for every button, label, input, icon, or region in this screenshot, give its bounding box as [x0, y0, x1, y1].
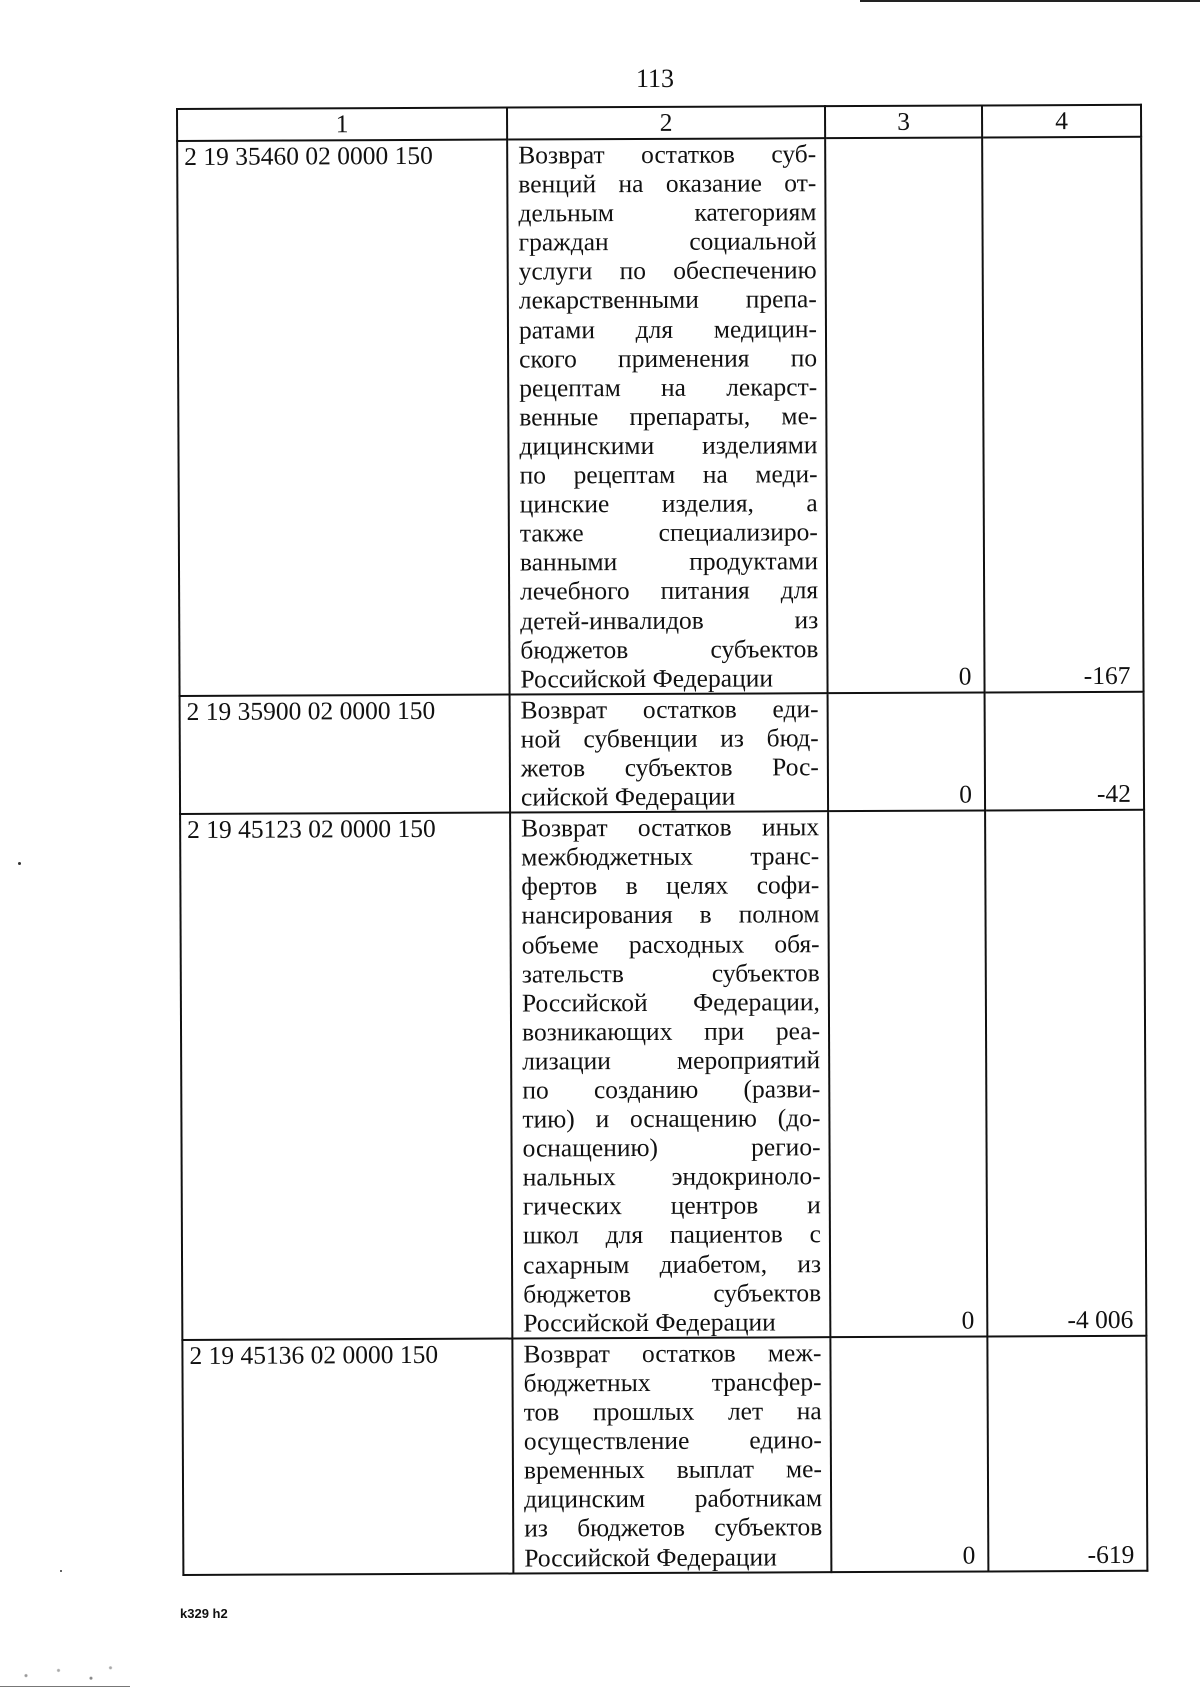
description-line: лечебного питания для — [520, 575, 819, 606]
column-3-value: 0 — [828, 811, 987, 1337]
budget-code-cell: 2 19 45123 02 0000 150 — [180, 813, 512, 1340]
table-row — [177, 137, 1143, 696]
description-line: тию) и оснащению (до- — [522, 1103, 821, 1134]
description-line: временных выплат ме- — [523, 1454, 823, 1485]
description-line: межбюджетных транс- — [521, 841, 820, 872]
column-4-value: -619 — [987, 1336, 1147, 1571]
description-line: Российской Федерации — [520, 663, 774, 694]
table-body — [177, 137, 1147, 1575]
description-line: из бюджетов субъектов — [524, 1512, 823, 1543]
description-line: нансирования в полном — [521, 899, 820, 930]
description-line: сийской Федерации — [520, 781, 736, 812]
description-line: венций на оказание от- — [518, 168, 817, 199]
description-line: граждан социальной — [518, 226, 817, 257]
description-line: ратами для медицин- — [518, 313, 818, 345]
budget-code-cell: 2 19 35900 02 0000 150 — [180, 694, 511, 814]
header-cell-1: 1 — [177, 108, 507, 141]
table-row — [182, 1336, 1147, 1575]
description-line: нальных эндокриноло- — [522, 1161, 821, 1192]
description-line: оснащению) регио- — [522, 1132, 821, 1163]
description-line: Российской Федерации, — [521, 986, 820, 1018]
description-line: объеме расходных обя- — [521, 928, 820, 960]
description-line: также специализиро- — [519, 517, 818, 548]
header-row — [177, 105, 1141, 141]
description-line: бюджетов субъектов — [523, 1277, 822, 1309]
description-line: Возврат остатков еди- — [520, 693, 819, 725]
description-cell — [512, 1337, 831, 1573]
budget-code-cell: 2 19 45136 02 0000 150 — [182, 1338, 513, 1574]
description-line: детей-инвалидов из — [520, 604, 819, 636]
table-row — [180, 810, 1146, 1340]
description-cell — [510, 693, 829, 813]
description-line: фертов в целях софи- — [521, 870, 820, 901]
table-container — [176, 104, 1148, 1576]
description-line: Возврат остатков суб- — [518, 139, 817, 170]
scan-speckle — [0, 1660, 130, 1687]
description-line: жетов субъектов Рос- — [520, 752, 819, 783]
description-line: школ для пациентов с — [522, 1219, 821, 1250]
description-line: дицинскими изделиями — [519, 430, 818, 461]
description-line: лекарственными препа- — [518, 284, 817, 315]
header-cell-2: 2 — [507, 106, 825, 139]
description-line: Возврат остатков меж- — [523, 1338, 822, 1369]
header-cell-3: 3 — [825, 105, 982, 138]
description-line: услуги по обеспечению — [518, 255, 817, 286]
description-line: Российской Федерации — [523, 1307, 776, 1338]
description-line: сахарным диабетом, из — [522, 1248, 822, 1280]
scan-dot — [60, 1570, 62, 1572]
footer-code: k329 h2 — [180, 1606, 228, 1621]
description-line: бюджетных трансфер- — [523, 1367, 822, 1398]
description-cell — [510, 811, 830, 1338]
description-line: цинские изделия, а — [519, 488, 818, 519]
description-line: дицинским работникам — [524, 1483, 823, 1514]
description-line: ванными продуктами — [519, 546, 819, 577]
column-4-value: -167 — [982, 137, 1143, 692]
description-line: Российской Федерации — [524, 1541, 777, 1572]
description-line: бюджетов субъектов — [520, 633, 819, 665]
column-3-value: 0 — [828, 692, 986, 811]
description-line: дельным категориям — [518, 197, 817, 228]
budget-table — [176, 104, 1148, 1576]
column-3-value: 0 — [825, 137, 984, 692]
description-line: по рецептам на меди- — [519, 459, 818, 490]
description-line: возникающих при реа- — [521, 1016, 821, 1047]
description-line: ского применения по — [519, 342, 818, 374]
description-line: лизации мероприятий — [522, 1045, 821, 1076]
budget-code-cell: 2 19 35460 02 0000 150 — [177, 140, 509, 696]
description-line: ной субвенции из бюд- — [520, 723, 819, 754]
description-cell — [507, 138, 827, 694]
column-4-value: -42 — [985, 692, 1145, 811]
description-line: осуществление едино- — [523, 1425, 822, 1456]
scan-top-rule — [860, 0, 1200, 2]
description-line: венные препараты, ме- — [519, 401, 818, 432]
header-cell-4: 4 — [982, 105, 1141, 138]
description-line: по созданию (разви- — [522, 1074, 821, 1105]
description-line: рецептам на лекарст- — [519, 371, 818, 403]
description-line: Возврат остатков иных — [521, 812, 820, 843]
scan-dot — [18, 862, 21, 865]
column-3-value: 0 — [830, 1336, 988, 1571]
column-4-value: -4 006 — [985, 810, 1146, 1336]
page-number: 113 — [635, 64, 675, 93]
description-line: тов прошлых лет на — [523, 1396, 822, 1427]
description-line: зательств субъектов — [521, 957, 820, 989]
description-line: гических центров и — [522, 1190, 821, 1221]
table-row — [180, 692, 1145, 815]
